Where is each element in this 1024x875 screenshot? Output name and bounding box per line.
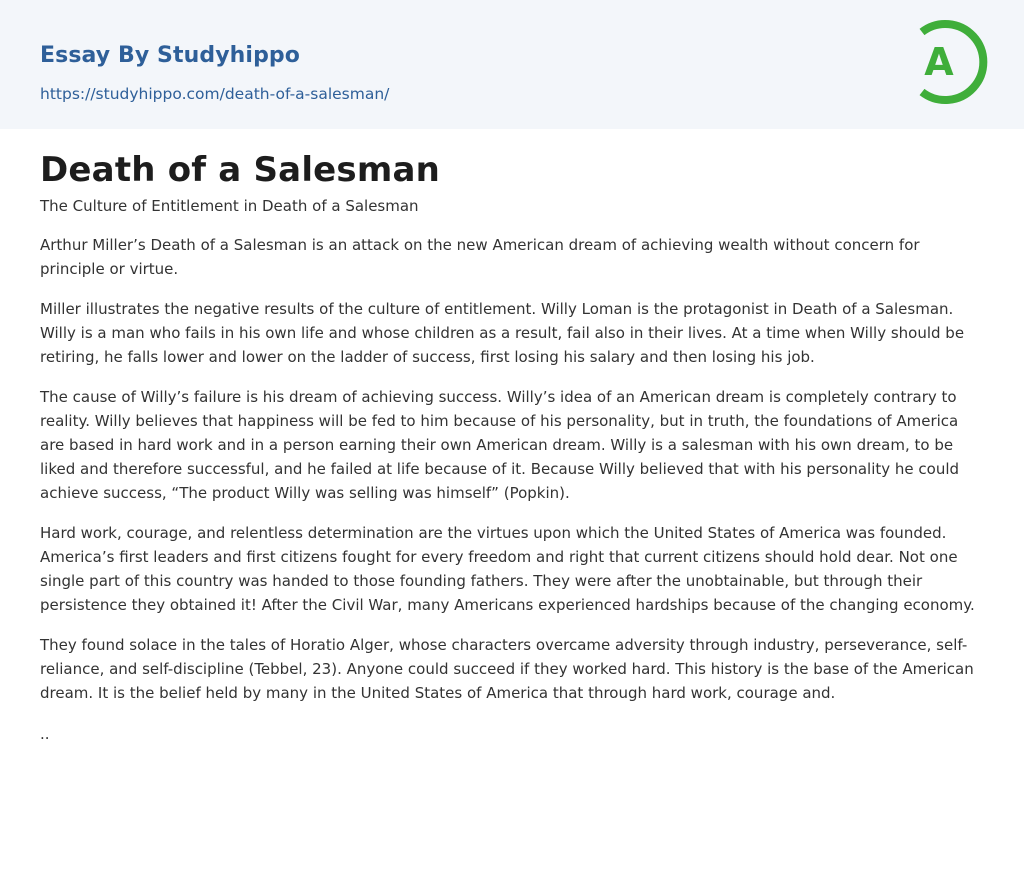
truncation-dots: .. <box>40 725 50 743</box>
logo-letter: A <box>924 40 954 84</box>
studyhippo-logo-icon <box>912 18 988 106</box>
site-title: Essay By Studyhippo <box>40 43 300 68</box>
essay-paragraph-1: Arthur Miller’s Death of a Salesman is an attack on the new American dream of achieving wealth without concern for principle or virtue. <box>40 236 920 278</box>
page-subtitle: The Culture of Entitlement in Death of a Salesman <box>40 197 419 215</box>
essay-url-link[interactable]: https://studyhippo.com/death-of-a-salesman/ <box>40 85 390 103</box>
essay-paragraph-4: Hard work, courage, and relentless determination are the virtues upon which the United States of America was founded. America’s first leaders and first citizens fought for every freedom and right that current citizens should hold dear. Not one single part of this country was handed to those founding fathers. They were after the unobtainable, but through their persistence they obtained it! After the Civil War, many Americans experienced hardships because of the changing economy. <box>40 524 975 614</box>
site-header <box>0 0 1024 129</box>
essay-paragraph-2: Miller illustrates the negative results of the culture of entitlement. Willy Loman is the protagonist in Death of a Salesman. Willy is a man who fails in his own life and whose children as a result, fail also in their lives. At a time when Willy should be retiring, he falls lower and lower on the ladder of success, first losing his salary and then losing his job. <box>40 300 965 366</box>
page-title: Death of a Salesman <box>40 150 441 190</box>
essay-content <box>40 129 985 745</box>
essay-paragraph-3: The cause of Willy’s failure is his dream of achieving success. Willy’s idea of an American dream is completely contrary to reality. Willy believes that happiness will be fed to him because of his personality, but in truth, the foundations of America are based in hard work and in a person earning their own American dream. Willy is a salesman with his own dream, to be liked and therefore successful, and he failed at life because of it. Because Willy believed that with his personality he could achieve success, “The product Willy was selling was himself” (Popkin). <box>40 388 960 502</box>
essay-paragraph-5: They found solace in the tales of Horatio Alger, whose characters overcame adversity through industry, perseverance, self-reliance, and self-discipline (Tebbel, 23). Anyone could succeed if they worked hard. This history is the base of the American dream. It is the belief held by many in the United States of America that through hard work, courage and. <box>40 636 974 702</box>
